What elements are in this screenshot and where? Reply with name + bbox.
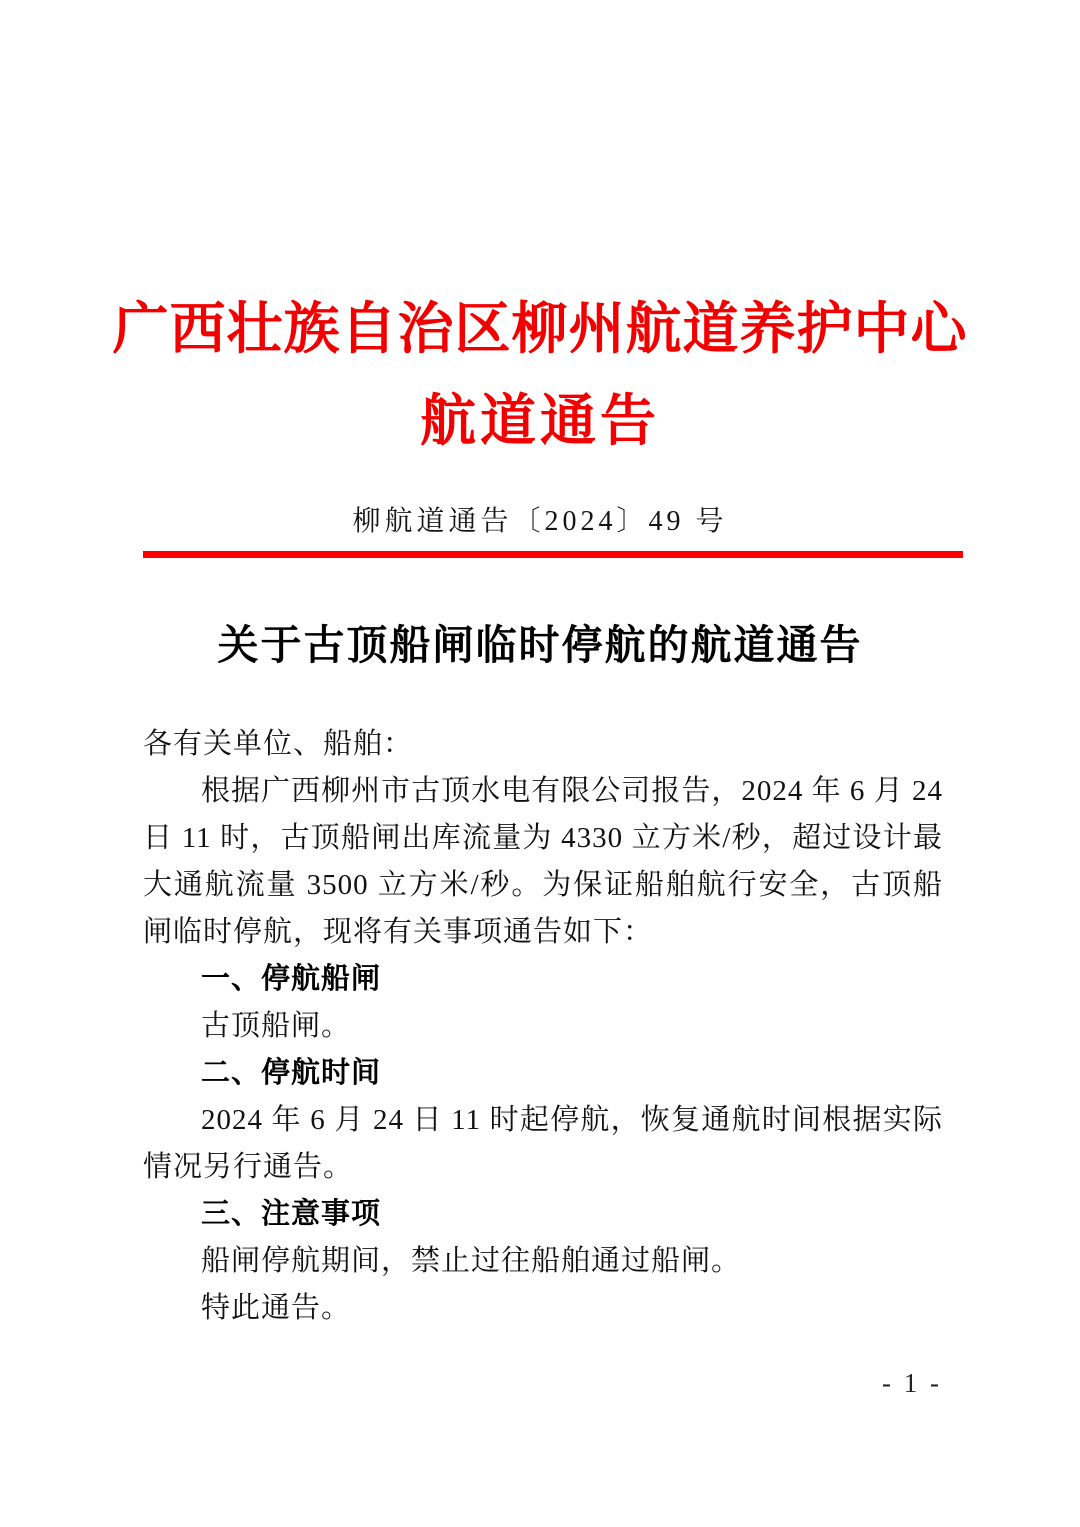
salutation: 各有关单位、船舶： bbox=[143, 727, 414, 760]
page-number: - 1 - bbox=[882, 1368, 942, 1398]
red-divider-rule bbox=[143, 551, 963, 558]
closing-line: 特此通告。 bbox=[201, 1291, 352, 1324]
document-number: 柳航道通告〔2024〕49 号 bbox=[352, 505, 728, 537]
section-2-content: 2024 年 6 月 24 日 11 时起停航，恢复通航时间根据实际情况另行通告。 bbox=[143, 1103, 943, 1183]
org-title-line1: 广西壮族自治区柳州航道养护中心 bbox=[112, 299, 968, 361]
intro-paragraph: 根据广西柳州市古顶水电有限公司报告，2024 年 6 月 24 日 11 时，古顶船闸出库流量为 4330 立方米/秒，超过设计最大通航流量 3500 立方米/秒。为保证船舶航行安全，古顶船闸临时停航，现将有关事项通告如下： bbox=[143, 774, 943, 948]
org-title bbox=[0, 0, 1080, 455]
section-3-content: 船闸停航期间，禁止过往船舶通过船闸。 bbox=[201, 1244, 742, 1277]
section-3-heading: 三、注意事项 bbox=[201, 1197, 382, 1230]
notice-body bbox=[143, 721, 943, 1332]
section-1-heading: 一、停航船闸 bbox=[201, 962, 382, 995]
org-title-line2: 航道通告 bbox=[420, 391, 660, 454]
section-2-heading: 二、停航时间 bbox=[201, 1056, 382, 1089]
notice-title: 关于古顶船闸临时停航的航道通告 bbox=[217, 621, 863, 668]
section-1-content: 古顶船闸。 bbox=[201, 1009, 352, 1042]
